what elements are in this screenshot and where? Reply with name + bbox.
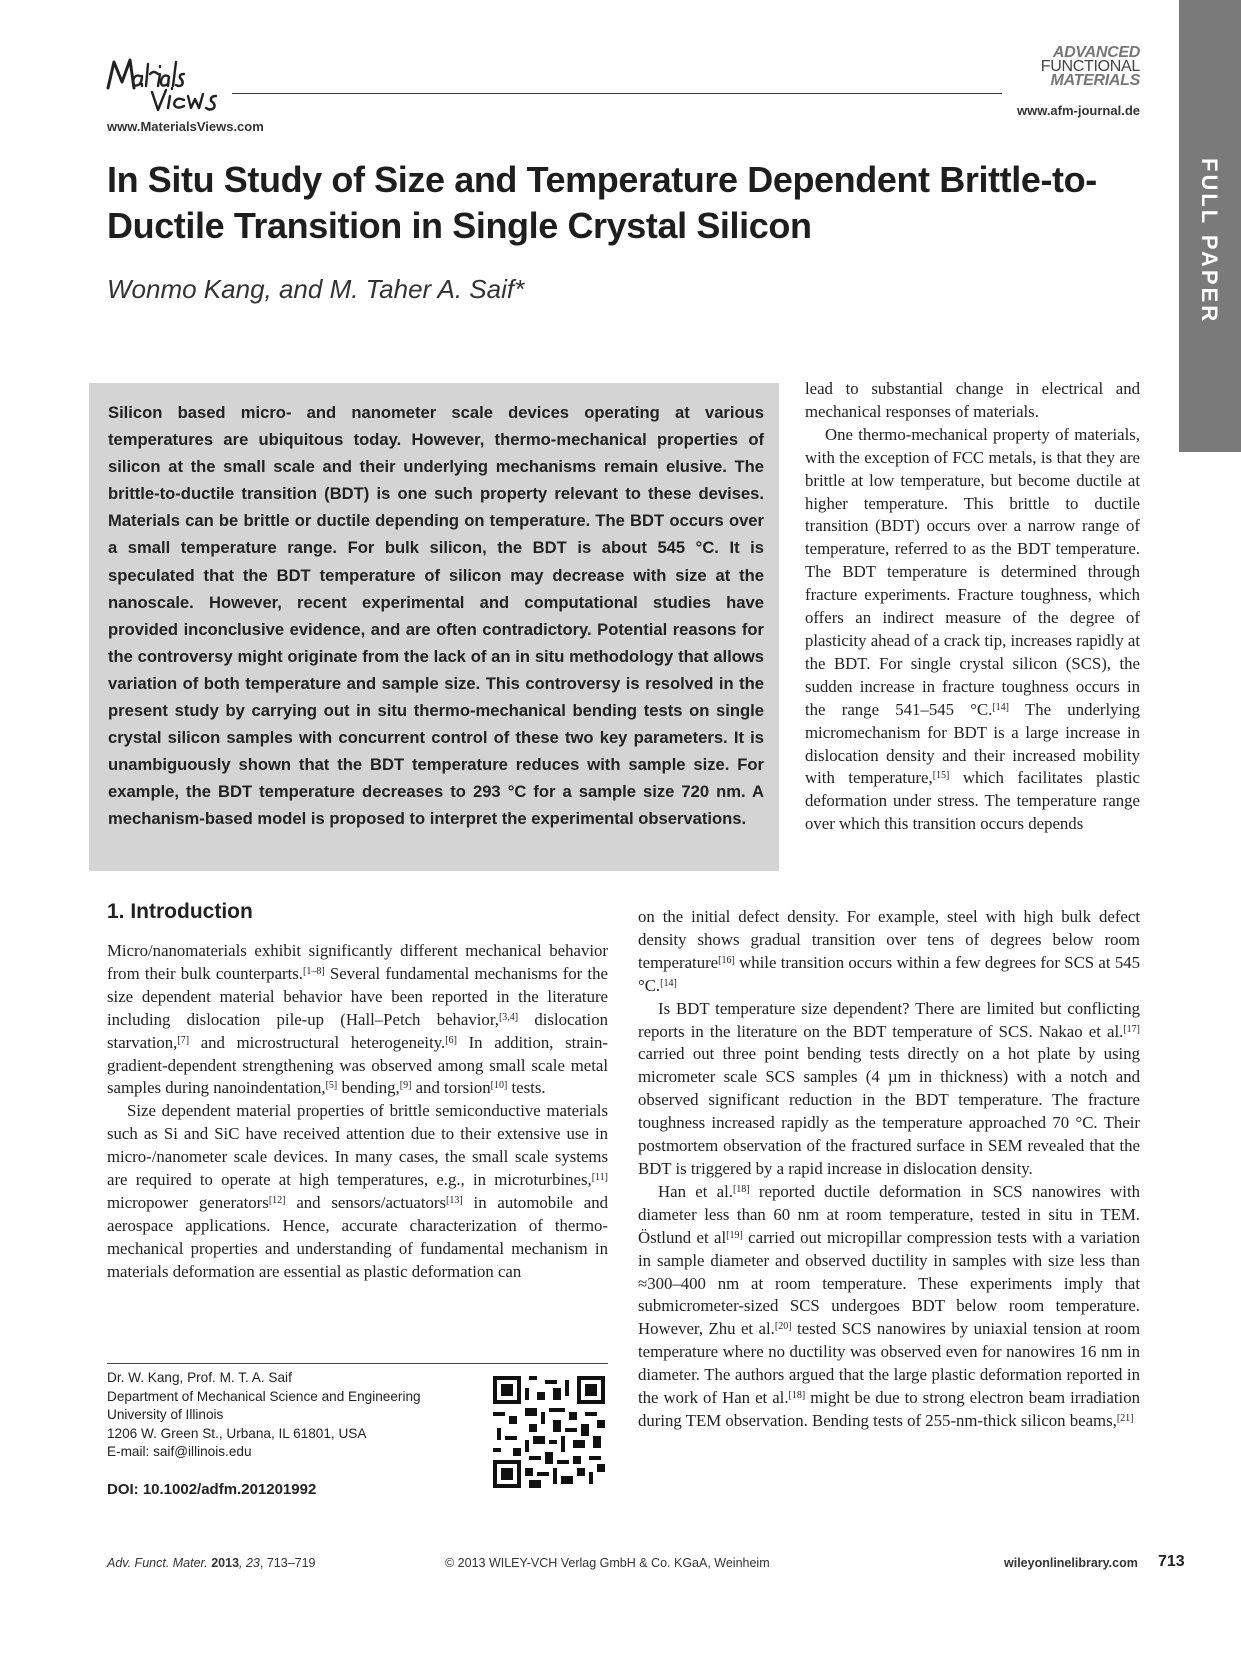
citation-volume: 23 [245, 1556, 260, 1570]
affiliation-line: Department of Mechanical Science and Engineering [107, 1388, 421, 1404]
citation-reference[interactable]: [14] [992, 701, 1010, 713]
article-authors: Wonmo Kang, and M. Taher A. Saif* [107, 274, 525, 304]
afm-logo-line-2: FUNCTIONAL [1040, 58, 1140, 75]
abstract-text: Silicon based micro- and nanometer scale devices operating at various temperatures are ubiquitous today. However, thermo-mechanical properties of silicon at the small scale and their underlying mechanisms remain elusive. The brittle-to-ductile transition (BDT) is one such property relevant to these devises. Materials can be brittle or ductile depending on temperature. The BDT occurs over a small temperature range. For bulk silicon, the BDT is about 545 °C. It is speculated that the BDT temperature of silicon may decrease with size at the nanoscale. However, recent experimental and computational studies have provided inconclusive evidence, and are often contradictory. Potential reasons for the controversy might originate from the lack of an in situ methodology that allows variation of both temperature and sample size. This controversy is resolved in the present study by carrying out in situ thermo-mechanical bending tests on single crystal silicon samples with concurrent control of these two key parameters. It is unambiguously shown that the BDT temperature reduces with sample size. For example, the BDT temperature decreases to 293 °C for a sample size 720 nm. A mechanism-based model is proposed to interpret the experimental observations. [108, 403, 764, 829]
section-heading-introduction: 1. Introduction [107, 900, 253, 923]
citation-reference[interactable]: [9] [399, 1080, 412, 1092]
article-title: In Situ Study of Size and Temperature Dependent Brittle-to-Ductile Transition in Single Crystal Silicon [107, 159, 1097, 246]
citation-reference[interactable]: [21] [1116, 1412, 1134, 1424]
citation-reference[interactable]: [15] [932, 770, 950, 782]
right-column-top [805, 378, 1140, 836]
left-column [107, 940, 608, 1284]
paragraph: Is BDT temperature size dependent? There are limited but conflicting reports in the literature on the BDT temperature of SCS. Nakao et al.[17] carried out three point bending tests directly on a hot plate by using micrometer scale SCS samples (4 µm in thickness) with a notch and observed significant reduction in the BDT temperature. The fracture toughness increased rapidly as the temperature approached 70 °C. Their postmortem observation of the fractured surface in SEM revealed that the BDT is triggered by a rapid increase in dislocation density. [638, 998, 1140, 1178]
paragraph: Micro/nanomaterials exhibit significantly different mechanical behavior from their bulk counterparts.[1–8] Several fundamental mechanisms for the size dependent material behavior have been reported in the literature including dislocation pile-up (Hall–Petch behavior,[3,4] dislocation starvation,[7] and microstructural heterogeneity.[6] In addition, strain-gradient-dependent strengthening was observed among small scale metal samples during nanoindentation,[5] bending,[9] and torsion[10] tests. [107, 941, 608, 1098]
citation-reference[interactable]: [11] [591, 1172, 608, 1184]
page-number: 713 [1158, 1553, 1185, 1570]
afm-journal-url[interactable]: www.afm-journal.de [1016, 103, 1140, 118]
paragraph: lead to substantial change in electrical and mechanical responses of materials. [805, 379, 1140, 421]
affiliation-rule [107, 1363, 608, 1364]
citation-pages: , 713–719 [259, 1556, 316, 1570]
paragraph: Han et al.[18] reported ductile deformation in SCS nanowires with diameter less than 60 nm at room temperature, tested in situ in TEM. Östlund et al[19] carried out micropillar compression tests with a variation in sample diameter and observed ductility in samples with size less than ≈300–400 nm at room temperature. These experiments imply that submicrometer-sized SCS undergoes BDT below room temperature. However, Zhu et al.[20] tested SCS nanowires by uniaxial tension at room temperature where no ductility was observed even for nanowires 16 nm in diameter. The authors argued that the large plastic deformation reported in the work of Han et al.[18] might be due to strong electron beam irradiation during TEM observation. Bending tests of 255-nm-thick silicon beams,[21] [638, 1181, 1141, 1430]
paragraph: Size dependent material properties of brittle semiconductive materials such as Si and SiC have received attention due to their extensive use in micro-/nanometer scale devices. In many cases, the small scale systems are required to operate at high temperatures, e.g., in microturbines,[11] micropower generators[12] and sensors/actuators[13] in automobile and aerospace applications. Hence, accurate characterization of thermo-mechanical properties and understanding of fundamental mechanism in materials deformation are essential as plastic deformation can [107, 1101, 608, 1281]
citation-reference[interactable]: [3,4] [498, 1011, 519, 1023]
affiliation-email[interactable]: E-mail: saif@illinois.edu [107, 1444, 252, 1460]
right-column-bottom [638, 906, 1140, 1433]
citation-reference[interactable]: [1–8] [303, 965, 325, 977]
citation-reference[interactable]: [6] [445, 1034, 457, 1046]
citation-reference[interactable]: [19] [726, 1229, 743, 1241]
citation-reference[interactable]: [17] [1123, 1023, 1140, 1035]
header-rule [232, 93, 1002, 94]
materials-views-logo [104, 52, 234, 114]
affiliation-line: University of Illinois [107, 1407, 224, 1423]
full-paper-label: FULL PAPER [1197, 158, 1222, 325]
citation-reference[interactable]: [16] [718, 954, 735, 966]
citation-reference[interactable]: [18] [788, 1390, 806, 1402]
qr-code-icon[interactable] [493, 1376, 605, 1488]
citation-reference[interactable]: [18] [732, 1183, 750, 1195]
citation-reference[interactable]: [7] [177, 1034, 190, 1046]
paragraph: One thermo-mechanical property of materials, with the exception of FCC metals, is that they are brittle at low temperature, but become ductile at higher temperature. This brittle to ductile transition (BDT) occurs over a narrow range of temperature, referred to as the BDT temperature. The BDT temperature is determined through fracture experiments. Fracture toughness, which offers an indirect measure of the degree of plasticity ahead of a crack tip, increases rapidly at the BDT. For single crystal silicon (SCS), the sudden increase in fracture toughness occurs in the range 541–545 °C.[14] The underlying micromechanism for BDT is a large increase in dislocation density and their increased mobility with temperature,[15] which facilitates plastic deformation under stress. The temperature range over which this transition occurs depends [805, 424, 1141, 834]
paragraph: on the initial defect density. For example, steel with high bulk defect density shows gradual transition over tens of degrees below room temperature[16] while transition occurs within a few degrees for SCS at 545 °C.[14] [638, 907, 1140, 995]
afm-logo-line-3: MATERIALS [1050, 72, 1140, 89]
citation-reference[interactable]: [20] [774, 1321, 792, 1333]
afm-logo-line-1: ADVANCED [1052, 44, 1140, 61]
affiliation-line: 1206 W. Green St., Urbana, IL 61801, USA [107, 1425, 367, 1441]
footer-copyright: © 2013 WILEY-VCH Verlag GmbH & Co. KGaA, Weinheim [445, 1556, 770, 1570]
footer-site[interactable]: wileyonlinelibrary.com [1004, 1556, 1138, 1570]
footer-citation: Adv. Funct. Mater. 2013, 23, 713–719 [107, 1556, 316, 1570]
materials-views-url[interactable]: www.MaterialsViews.com [107, 119, 264, 134]
citation-year: 2013 [211, 1556, 240, 1570]
citation-reference[interactable]: [12] [268, 1194, 286, 1206]
citation-journal: Adv. Funct. Mater. [107, 1556, 208, 1570]
citation-reference[interactable]: [14] [660, 977, 677, 989]
citation-reference[interactable]: [5] [325, 1080, 338, 1092]
citation-reference[interactable]: [10] [490, 1080, 508, 1092]
affiliation-line: Dr. W. Kang, Prof. M. T. A. Saif [107, 1370, 292, 1385]
citation-reference[interactable]: [13] [446, 1194, 463, 1206]
affiliation-block [107, 1369, 487, 1462]
afm-journal-logo [1010, 46, 1140, 88]
article-doi[interactable]: DOI: 10.1002/adfm.201201992 [107, 1481, 317, 1498]
